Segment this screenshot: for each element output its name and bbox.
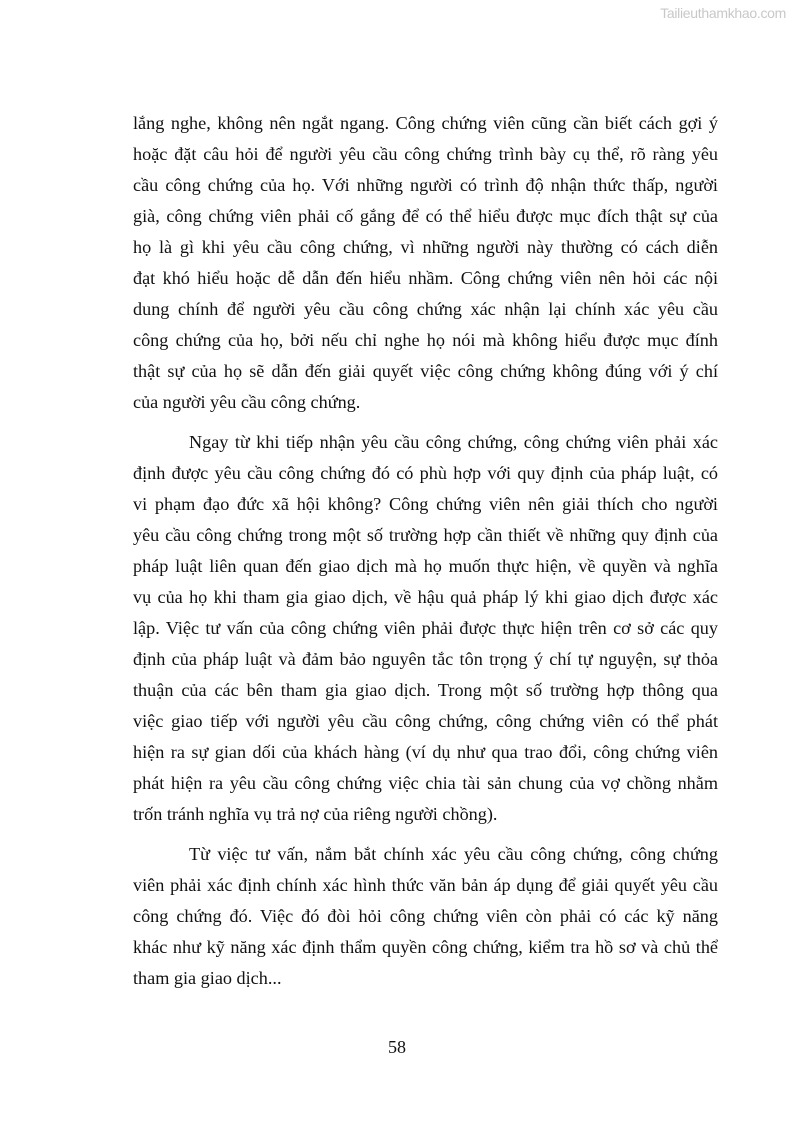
- page-body: [133, 108, 718, 994]
- text-line: định được yêu cầu công chứng đó có phù hợp với quy định của pháp luật, có: [133, 463, 718, 483]
- text-line: pháp luật liên quan đến giao dịch mà họ muốn thực hiện, về quyền và nghĩa: [133, 556, 718, 576]
- text-line: khác như kỹ năng xác định thẩm quyền công chứng, kiểm tra hồ sơ và chủ thể: [133, 937, 718, 957]
- text-line: công chứng đó. Việc đó đòi hỏi công chứng viên còn phải có các kỹ năng: [133, 906, 718, 926]
- text-line: hiện ra sự gian dối của khách hàng (ví dụ như qua trao đổi, công chứng viên: [133, 742, 718, 762]
- text-line: già, công chứng viên phải cố gắng để có thể hiểu được mục đích thật sự của: [133, 206, 718, 226]
- text-line: lắng nghe, không nên ngắt ngang. Công chứng viên cũng cần biết cách gợi ý: [133, 113, 718, 133]
- text-line: thật sự của họ sẽ dẫn đến giải quyết việc công chứng không đúng với ý chí: [133, 361, 718, 381]
- text-line: vụ của họ khi tham gia giao dịch, về hậu quả pháp lý khi giao dịch được xác: [133, 587, 718, 607]
- text-line: việc giao tiếp với người yêu cầu công chứng, công chứng viên có thể phát: [133, 711, 718, 731]
- page-number: 58: [388, 1037, 406, 1057]
- text-line: hoặc đặt câu hỏi để người yêu cầu công chứng trình bày cụ thể, rõ ràng yêu: [133, 144, 718, 164]
- text-line: Từ việc tư vấn, nắm bắt chính xác yêu cầu công chứng, công chứng: [189, 844, 718, 864]
- watermark: Tailieuthamkhao.com: [660, 5, 786, 21]
- text-line: lập. Việc tư vấn của công chứng viên phải được thực hiện trên cơ sở các quy: [133, 618, 718, 638]
- text-line: công chứng của họ, bởi nếu chỉ nghe họ nói mà không hiểu được mục đính: [133, 330, 718, 350]
- paragraph-1: [133, 108, 718, 418]
- text-line: trốn tránh nghĩa vụ trả nợ của riêng người chồng).: [133, 804, 498, 824]
- text-line: viên phải xác định chính xác hình thức văn bản áp dụng để giải quyết yêu cầu: [133, 875, 718, 895]
- text-line: họ là gì khi yêu cầu công chứng, vì những người này thường có cách diễn: [133, 237, 718, 257]
- text-line: thuận của các bên tham gia giao dịch. Trong một số trường hợp thông qua: [133, 680, 718, 700]
- paragraph-gap: [133, 830, 718, 839]
- text-line: Ngay từ khi tiếp nhận yêu cầu công chứng, công chứng viên phải xác: [189, 432, 718, 452]
- text-line: phát hiện ra yêu cầu công chứng việc chia tài sản chung của vợ chồng nhằm: [133, 773, 718, 793]
- text-line: vi phạm đạo đức xã hội không? Công chứng viên nên giải thích cho người: [133, 494, 718, 514]
- paragraph-gap: [133, 418, 718, 427]
- text-line: định của pháp luật và đảm bảo nguyên tắc tôn trọng ý chí tự nguyện, sự thỏa: [133, 649, 718, 669]
- paragraph-3: [133, 839, 718, 994]
- text-line: đạt khó hiểu hoặc dễ dẫn đến hiểu nhầm. Công chứng viên nên hỏi các nội: [133, 268, 718, 288]
- text-line: tham gia giao dịch...: [133, 968, 282, 988]
- text-line: cầu công chứng của họ. Với những người có trình độ nhận thức thấp, người: [133, 175, 718, 195]
- text-line: dung chính để người yêu cầu công chứng xác nhận lại chính xác yêu cầu: [133, 299, 718, 319]
- paragraph-2: [133, 427, 718, 830]
- text-line: của người yêu cầu công chứng.: [133, 392, 361, 412]
- text-line: yêu cầu công chứng trong một số trường hợp cần thiết về những quy định của: [133, 525, 718, 545]
